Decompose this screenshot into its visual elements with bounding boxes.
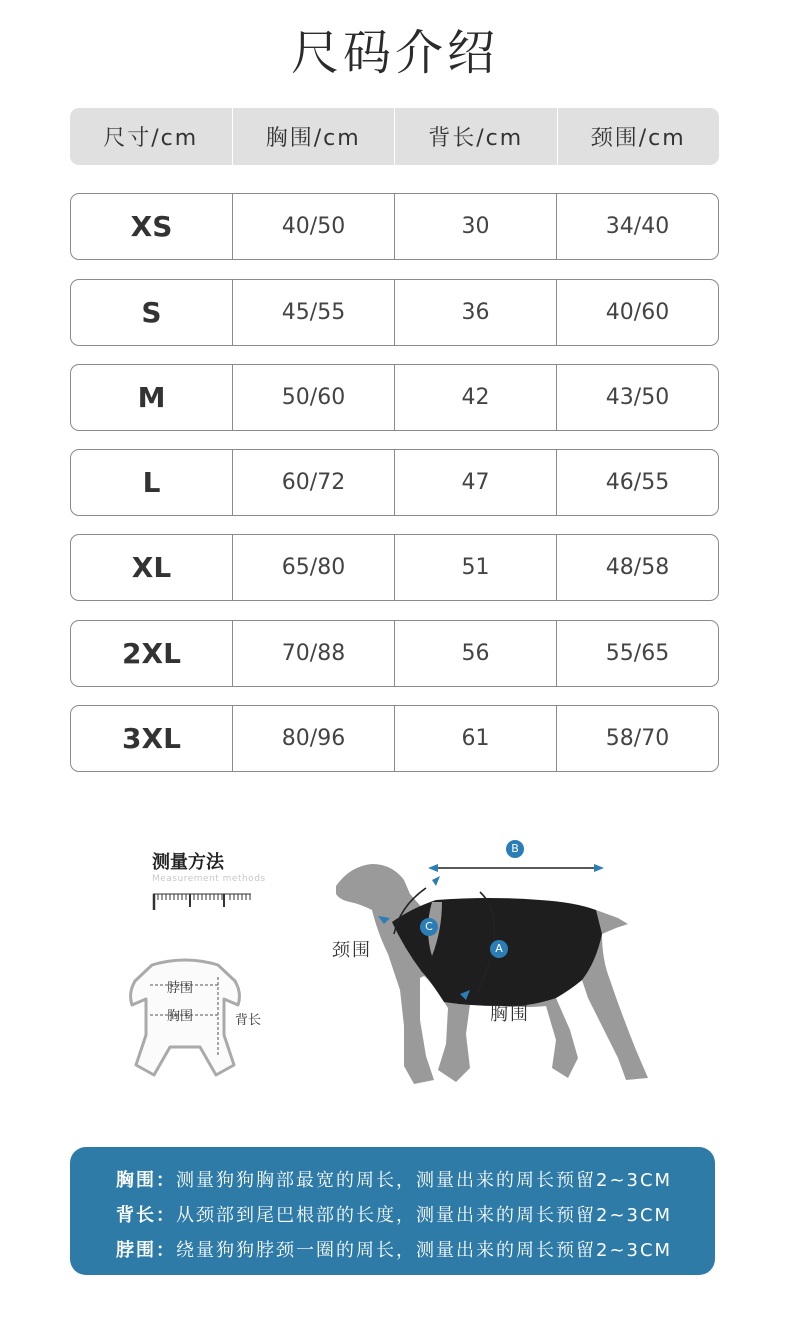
size-table-header xyxy=(70,108,719,165)
neck-cell: 46/55 xyxy=(556,450,718,515)
method-subtitle: Measurement methods xyxy=(152,874,266,884)
info-text: 从颈部到尾巴根部的长度，测量出来的周长预留2~3CM xyxy=(176,1205,673,1226)
neck-cell: 40/60 xyxy=(556,280,718,345)
header-neck: 颈围/cm xyxy=(557,108,720,165)
back-cell: 36 xyxy=(394,280,556,345)
chest-cell: 80/96 xyxy=(232,706,394,771)
garment-back-label: 背长 xyxy=(235,1013,262,1028)
info-key: 背长： xyxy=(116,1205,176,1226)
marker-c: C xyxy=(420,918,438,936)
back-cell: 56 xyxy=(394,621,556,686)
neck-cell: 48/58 xyxy=(556,535,718,600)
size-cell: XL xyxy=(131,551,172,584)
chest-cell: 70/88 xyxy=(232,621,394,686)
chest-cell: 60/72 xyxy=(232,450,394,515)
size-cell: 3XL xyxy=(122,722,181,755)
page-title: 尺码介绍 xyxy=(290,25,499,81)
table-row xyxy=(70,534,719,601)
garment-chest-label: 胸围 xyxy=(167,1009,194,1024)
marker-b: B xyxy=(506,840,524,858)
chest-cell: 65/80 xyxy=(232,535,394,600)
table-row xyxy=(70,193,719,260)
measurement-notes xyxy=(70,1147,715,1275)
neck-cell: 55/65 xyxy=(556,621,718,686)
neck-cell: 43/50 xyxy=(556,365,718,430)
chest-cell: 40/50 xyxy=(232,194,394,259)
info-key: 胸围： xyxy=(116,1170,176,1191)
info-line-back xyxy=(70,1198,715,1233)
info-line-chest xyxy=(70,1163,715,1198)
back-cell: 61 xyxy=(394,706,556,771)
ruler-icon xyxy=(152,890,252,912)
table-row xyxy=(70,449,719,516)
header-size: 尺寸/cm xyxy=(103,126,199,151)
info-line-neck xyxy=(70,1233,715,1268)
measurement-method-illustration xyxy=(95,820,305,1110)
method-title: 测量方法 xyxy=(152,852,224,873)
header-chest: 胸围/cm xyxy=(232,108,395,165)
dog-icon xyxy=(320,830,660,1100)
neck-cell: 34/40 xyxy=(556,194,718,259)
header-back: 背长/cm xyxy=(394,108,557,165)
back-cell: 30 xyxy=(394,194,556,259)
size-cell: S xyxy=(141,296,162,329)
marker-a: A xyxy=(490,940,508,958)
back-cell: 42 xyxy=(394,365,556,430)
info-text: 绕量狗狗脖颈一圈的周长，测量出来的周长预留2~3CM xyxy=(176,1240,673,1261)
neck-cell: 58/70 xyxy=(556,706,718,771)
table-row xyxy=(70,705,719,772)
garment-neck-label: 脖围 xyxy=(167,981,194,996)
size-cell: M xyxy=(137,381,166,414)
dog-measurement-illustration xyxy=(320,830,660,1100)
chest-cell: 45/55 xyxy=(232,280,394,345)
size-cell: L xyxy=(142,466,161,499)
info-text: 测量狗狗胸部最宽的周长，测量出来的周长预留2~3CM xyxy=(176,1170,673,1191)
info-key: 脖围： xyxy=(116,1240,176,1261)
neck-label: 颈围 xyxy=(332,940,372,961)
back-cell: 51 xyxy=(394,535,556,600)
size-cell: XS xyxy=(130,210,173,243)
chest-cell: 50/60 xyxy=(232,365,394,430)
back-cell: 47 xyxy=(394,450,556,515)
table-row xyxy=(70,279,719,346)
size-cell: 2XL xyxy=(122,637,181,670)
table-row xyxy=(70,364,719,431)
table-row xyxy=(70,620,719,687)
chest-label: 胸围 xyxy=(490,1004,530,1025)
